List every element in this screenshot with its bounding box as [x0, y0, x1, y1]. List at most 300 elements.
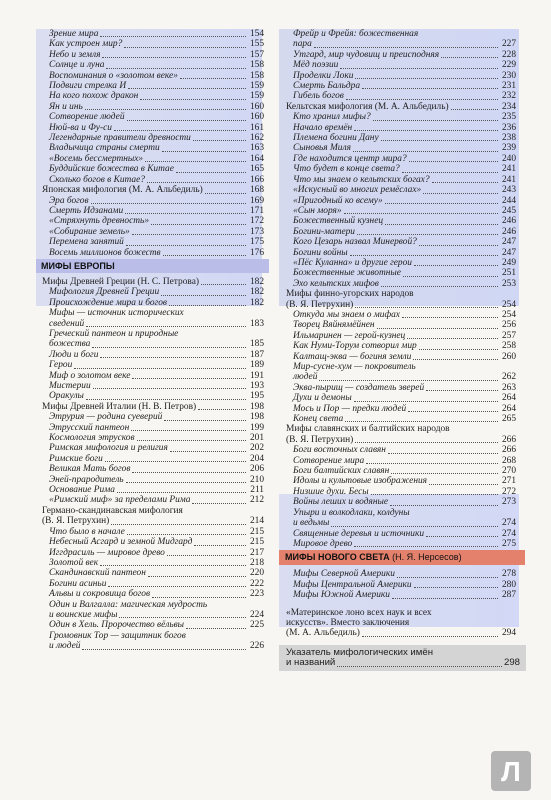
entry-title: Низшие духи. Бесы: [293, 486, 369, 497]
toc-entry: [286, 50, 516, 60]
dot-leader: [132, 234, 246, 235]
page-number: 173: [249, 226, 264, 237]
page-number: 224: [249, 609, 264, 620]
page-number: 215: [249, 537, 264, 548]
toc-entry: [286, 216, 516, 226]
toc-entry-index: [279, 645, 526, 671]
page-number: 253: [501, 278, 516, 289]
entry-title: Буддийские божества в Китае: [49, 164, 174, 175]
dot-leader: [388, 453, 498, 454]
entry-title: Эква-пырищ — создатель зверей: [293, 382, 425, 393]
page-number: 247: [501, 237, 516, 248]
entry-title-continuation: божества: [49, 339, 91, 350]
dot-leader: [128, 88, 246, 89]
dot-leader: [180, 78, 246, 79]
index-line-2: и названий: [286, 657, 336, 669]
toc-entry: [286, 268, 516, 278]
dot-leader: [385, 203, 498, 204]
section-heading-europe: МИФЫ ЕВРОПЫ: [36, 259, 269, 273]
dot-leader: [340, 68, 498, 69]
page-number: 275: [501, 538, 516, 549]
entry-title: Смерть Идзанами: [49, 205, 124, 216]
page-number: 274: [501, 528, 516, 539]
toc-entry: [286, 383, 516, 393]
dot-leader: [82, 649, 246, 650]
dot-leader: [194, 545, 246, 546]
dot-leader: [125, 213, 246, 214]
entry-title: Мёд поэзии: [293, 60, 339, 71]
entry-title: Проделки Локи: [293, 70, 354, 81]
toc-entry: [42, 360, 264, 370]
toc-entry: [286, 143, 516, 153]
entry-title: Кто хранил мифы?: [293, 112, 371, 123]
page-number: 236: [501, 122, 516, 133]
page-number: 217: [249, 547, 264, 558]
toc-entry: [42, 527, 264, 537]
dot-leader: [74, 368, 246, 369]
page-number: 157: [249, 49, 264, 60]
toc-entry: [42, 29, 264, 39]
dot-leader: [92, 347, 246, 348]
page-number: 247: [501, 247, 516, 258]
page-number: 158: [249, 60, 264, 71]
toc-entry: [42, 443, 264, 453]
toc-entry: [286, 60, 516, 70]
entry-title: Как устроен мир?: [49, 39, 123, 50]
entry-title-continuation: людей: [293, 372, 318, 383]
dot-leader: [362, 88, 498, 89]
dot-leader: [355, 442, 498, 443]
toc-entry: [286, 102, 516, 112]
toc-list-left-bottom: [42, 277, 264, 652]
page-number: 257: [501, 330, 516, 341]
toc-entry: [42, 81, 264, 91]
entry-title: Небесный Асгард и земной Мидгард: [49, 537, 193, 548]
toc-entry: [42, 112, 264, 122]
dot-leader: [127, 534, 246, 535]
dot-leader: [426, 536, 498, 537]
page-number: 160: [249, 112, 264, 123]
toc-entry: [286, 71, 516, 81]
toc-entry: [42, 402, 264, 412]
toc-entry: [42, 185, 264, 195]
page-number: 258: [501, 341, 516, 352]
dot-leader: [167, 555, 246, 556]
dot-leader: [314, 47, 498, 48]
dot-leader: [86, 399, 246, 400]
dot-leader: [147, 182, 246, 183]
toc-entry: [42, 298, 264, 308]
toc-entry: [42, 371, 264, 381]
conclusion-line-2: искусств». Вместо заключения: [286, 617, 410, 628]
entry-title: Этрурия — родина суеверий: [49, 412, 163, 423]
entry-title: Начало времён: [293, 122, 353, 133]
entry-title: Эней-прародитель: [49, 474, 124, 485]
dot-leader: [319, 380, 498, 381]
dot-leader: [371, 494, 498, 495]
page-number: 246: [501, 226, 516, 237]
entry-title: Что будет в конце света?: [293, 164, 400, 175]
page-number: 201: [249, 433, 264, 444]
page-number: 189: [249, 360, 264, 371]
dot-leader: [170, 451, 246, 452]
dot-leader: [392, 598, 498, 599]
dot-leader: [381, 140, 498, 141]
dot-leader: [419, 349, 498, 350]
entry-title: На кого похож дракон: [49, 91, 139, 102]
entry-title: Восемь миллионов божеств: [49, 247, 161, 258]
dot-leader: [355, 307, 498, 308]
toc-entry: [42, 206, 264, 216]
dot-leader: [385, 224, 498, 225]
dot-leader: [169, 305, 246, 306]
page-number: 241: [501, 174, 516, 185]
dot-leader: [111, 524, 246, 525]
toc-list-right-top: [286, 29, 516, 549]
page-number: 246: [501, 216, 516, 227]
page-number: 160: [249, 101, 264, 112]
page-number: 223: [249, 589, 264, 600]
page-number: 164: [249, 153, 264, 164]
page-number: 206: [249, 464, 264, 475]
page-number: 185: [249, 339, 264, 350]
toc-entry: [286, 487, 516, 497]
page-number: 155: [249, 39, 264, 50]
dot-leader: [119, 617, 246, 618]
dot-leader: [354, 130, 498, 131]
toc-entry: [42, 485, 264, 495]
entry-title-continuation: сведений: [49, 318, 85, 329]
toc-entry: [286, 227, 516, 237]
entry-title: «Пёс Куланна» и другие герои: [293, 257, 412, 268]
entry-title: Фрейр и Фрейя: божественная: [293, 29, 419, 39]
dot-leader: [354, 401, 498, 402]
toc-entry: [42, 237, 264, 247]
page-number: 231: [501, 81, 516, 92]
entry-title: Мир-сусне-хум — покровитель: [293, 362, 416, 372]
toc-entry: [286, 569, 516, 579]
entry-title: Откуда мы знаем о мифах: [293, 309, 400, 320]
entry-title: Германо-скандинавская мифология: [42, 505, 183, 516]
entry-title: Нюй-ва и Фу-си: [49, 122, 112, 133]
entry-title: Как Нуми-Торум сотворил мир: [293, 341, 417, 352]
page-number: 264: [501, 393, 516, 404]
page-number: 232: [501, 91, 516, 102]
page-number: 193: [249, 381, 264, 391]
toc-entry-conclusion: [286, 608, 516, 639]
entry-title: Скандинавский пантеон: [49, 568, 146, 579]
dot-leader: [161, 295, 246, 296]
entry-title: Творец Вяйнямёйнен: [293, 320, 375, 331]
page-number: 239: [501, 143, 516, 154]
entry-title: Греческий пантеон и природные: [49, 328, 179, 339]
entry-title: Мифы Центральной Америки: [293, 579, 412, 590]
page-number: 251: [501, 268, 516, 279]
entry-title-continuation: (В. Я. Петрухин): [286, 299, 354, 310]
dot-leader: [151, 224, 246, 225]
dot-leader: [198, 409, 246, 410]
dot-leader: [337, 666, 502, 667]
toc-entry: [286, 404, 516, 414]
entry-title: «Пригодный ко всему»: [293, 195, 383, 206]
page-number: 271: [501, 476, 516, 487]
toc-entry: [42, 631, 264, 652]
entry-title: «Восемь бессмертных»: [49, 153, 144, 164]
toc-entry: [42, 196, 264, 206]
dot-leader: [205, 193, 246, 194]
toc-entry: [42, 391, 264, 401]
toc-entry: [286, 352, 516, 362]
entry-title-continuation: и воинские мифы: [49, 609, 118, 620]
entry-title: Богини асиньи: [49, 578, 107, 589]
page-number: 294: [501, 628, 516, 639]
conclusion-line-3: (М. А. Альбедиль): [286, 628, 360, 639]
dot-leader: [137, 440, 246, 441]
page-number: 165: [249, 164, 264, 175]
dot-leader: [407, 338, 498, 339]
page-number: 169: [249, 195, 264, 206]
toc-entry: [286, 476, 516, 486]
page-number: 274: [501, 518, 516, 529]
labirint-logo-icon: [490, 750, 532, 792]
page-number: 263: [501, 382, 516, 393]
toc-entry: [42, 620, 264, 630]
entry-title: Герои: [49, 360, 73, 371]
entry-title: Иггдрасиль — мировое древо: [49, 547, 165, 558]
toc-entry: [286, 414, 516, 424]
dot-leader: [350, 255, 498, 256]
toc-entry: [42, 568, 264, 578]
page-number: 225: [249, 620, 264, 631]
dot-leader: [91, 203, 246, 204]
toc-entry: [286, 497, 516, 507]
toc-entry: [42, 248, 264, 258]
entry-title: Солнце и луна: [49, 60, 105, 71]
toc-entry: [286, 424, 516, 445]
toc-entry: [286, 310, 516, 320]
entry-title-continuation: пара: [293, 39, 312, 50]
toc-entry: [42, 143, 264, 153]
entry-title: Мифы Древней Италии (Н. В. Петров): [42, 401, 197, 412]
page-number: 182: [249, 297, 264, 308]
dot-leader: [105, 461, 246, 462]
dot-leader: [414, 587, 498, 588]
entry-title: Где находится центр мира?: [293, 153, 407, 164]
page-number: 238: [501, 133, 516, 144]
toc-entry: [286, 289, 516, 310]
page-number: 162: [249, 133, 264, 144]
toc-entry: [42, 216, 264, 226]
toc-entry: [42, 558, 264, 568]
entry-title: «Стряхнуть древность»: [49, 216, 150, 227]
dot-leader: [432, 182, 498, 183]
dot-leader: [345, 421, 498, 422]
dot-leader: [403, 276, 498, 277]
entry-title: Что мы знаем о кельтских богах?: [293, 174, 430, 185]
entry-title: Богини войны: [293, 247, 348, 258]
page-number: 161: [249, 122, 264, 133]
page-number: 270: [501, 466, 516, 477]
entry-title: Мифы Южной Америки: [293, 590, 390, 601]
toc-entry: [42, 277, 264, 287]
page-number: 187: [249, 349, 264, 360]
dot-leader: [390, 505, 498, 506]
toc-entry: [286, 29, 516, 50]
page-number: 243: [501, 185, 516, 196]
dot-leader: [162, 151, 246, 152]
toc-entry: [42, 60, 264, 70]
dot-leader: [429, 484, 498, 485]
entry-title: Священные деревья и источники: [293, 528, 425, 539]
toc-entry: [286, 133, 516, 143]
section-title: МИФЫ НОВОГО СВЕТА: [285, 552, 390, 563]
page-number: 175: [249, 237, 264, 248]
dot-leader: [108, 586, 246, 587]
dot-leader: [391, 473, 498, 474]
entry-title: Этрусский пантеон: [49, 422, 130, 433]
page-number: 159: [249, 91, 264, 102]
page-number: 240: [501, 153, 516, 164]
entry-title: Легендарные правители древности: [49, 133, 191, 144]
page-number: 264: [501, 403, 516, 414]
page-number: 241: [501, 164, 516, 175]
toc-entry: [42, 123, 264, 133]
dot-leader: [402, 317, 498, 318]
entry-title: Ян и инь: [49, 101, 83, 112]
toc-entry: [286, 508, 516, 529]
entry-title: Ильмаринен — герой-кузнец: [293, 330, 406, 341]
dot-leader: [85, 109, 246, 110]
entry-title: Великая Мать богов: [49, 464, 131, 475]
entry-title: Боги балтийских славян: [293, 466, 390, 477]
toc-entry: [286, 123, 516, 133]
dot-leader: [117, 492, 246, 493]
dot-leader: [126, 482, 246, 483]
entry-title: «Искусный во многих ремёслах»: [293, 185, 422, 196]
toc-entry: [286, 362, 516, 383]
dot-leader: [152, 597, 246, 598]
page-number: 204: [249, 453, 264, 464]
page-number: 215: [249, 526, 264, 537]
page-number: 256: [501, 320, 516, 331]
entry-title: Духи и демоны: [293, 393, 352, 404]
page-number: 278: [501, 569, 516, 580]
toc-entry: [286, 456, 516, 466]
entry-title: Эхо кельтских мифов: [293, 278, 379, 289]
dot-leader: [413, 359, 498, 360]
page-number: 198: [249, 401, 264, 412]
page-number: 244: [501, 195, 516, 206]
index-line-1: Указатель мифологических имён: [286, 646, 433, 658]
entry-title: Подвиги стрелка И: [49, 81, 127, 92]
dot-leader: [366, 463, 498, 464]
dot-leader: [148, 576, 246, 577]
entry-title: Один в Хель. Пророчество вёльвы: [49, 620, 185, 631]
entry-title: Гибель богов: [293, 91, 344, 102]
page-number: 191: [249, 370, 264, 381]
toc-entry: [42, 381, 264, 391]
toc-left-column: [42, 29, 264, 652]
dot-leader: [100, 357, 246, 358]
toc-entry: [286, 185, 516, 195]
dot-leader: [426, 390, 498, 391]
toc-entry: [286, 154, 516, 164]
dot-leader: [402, 172, 498, 173]
dot-leader: [357, 234, 498, 235]
page-number: 198: [249, 412, 264, 423]
dot-leader: [441, 57, 498, 58]
toc-entry: [42, 175, 264, 185]
page-number: 266: [501, 445, 516, 456]
dot-leader: [140, 99, 246, 100]
entry-title: Конец света: [293, 414, 344, 425]
entry-title: Римская мифология и религия: [49, 443, 168, 454]
entry-title: Божественный кузнец: [293, 216, 384, 227]
page-number: 182: [249, 276, 264, 287]
page-number: 154: [249, 29, 264, 39]
dot-leader: [124, 47, 246, 48]
page-number: 195: [249, 391, 264, 402]
dot-leader: [100, 565, 246, 566]
page-number: 245: [501, 205, 516, 216]
page-number: 182: [249, 287, 264, 298]
entry-title: «Сын моря»: [293, 205, 342, 216]
toc-entry: [42, 412, 264, 422]
page-number: 268: [501, 455, 516, 466]
page-number: 158: [249, 70, 264, 81]
toc-list-right-bottom: [286, 569, 516, 600]
toc-entry: [42, 308, 264, 329]
toc-entry: [42, 133, 264, 143]
entry-title: Мифы — источник исторических: [49, 308, 184, 319]
page-number: 272: [501, 486, 516, 497]
toc-entry: [42, 350, 264, 360]
page-number: 159: [249, 81, 264, 92]
page-number: 226: [249, 641, 264, 652]
entry-title: Утгард, мир чудовищ и преисподняя: [293, 49, 440, 60]
entry-title: Сыновья Миля: [293, 143, 351, 154]
toc-entry: [286, 81, 516, 91]
entry-title: Мифы славянских и балтийских народов: [286, 424, 450, 435]
entry-title: Идолы и культовые изображения: [293, 476, 428, 487]
page-number: 265: [501, 414, 516, 425]
dot-leader: [126, 245, 246, 246]
section-heading-new-world: [279, 550, 525, 565]
dot-leader: [331, 526, 498, 527]
page-number: 176: [249, 247, 264, 258]
toc-entry: [42, 600, 264, 621]
entry-title: Один и Валгалла: магическая мудрость: [49, 599, 208, 610]
entry-title: Мифы Древней Греции (Н. С. Петрова): [42, 276, 199, 287]
toc-entry: [42, 423, 264, 433]
dot-leader: [86, 326, 246, 327]
entry-title: Мифы финно-угорских народов: [286, 289, 414, 300]
entry-title-continuation: (В. Я. Петрухин): [42, 516, 110, 527]
entry-title: Владычица страны смерти: [49, 143, 160, 154]
dot-leader: [201, 284, 246, 285]
entry-title: Сотворение мира: [293, 455, 365, 466]
page-number: 280: [501, 579, 516, 590]
page-number: 210: [249, 474, 264, 485]
dot-leader: [354, 546, 498, 547]
page-number: 234: [501, 101, 516, 112]
entry-title: Мистерии: [49, 381, 91, 391]
page-number: 212: [249, 495, 264, 506]
toc-entry: [286, 529, 516, 539]
toc-entry: [42, 227, 264, 237]
page-number: 183: [249, 318, 264, 329]
dot-leader: [102, 57, 246, 58]
